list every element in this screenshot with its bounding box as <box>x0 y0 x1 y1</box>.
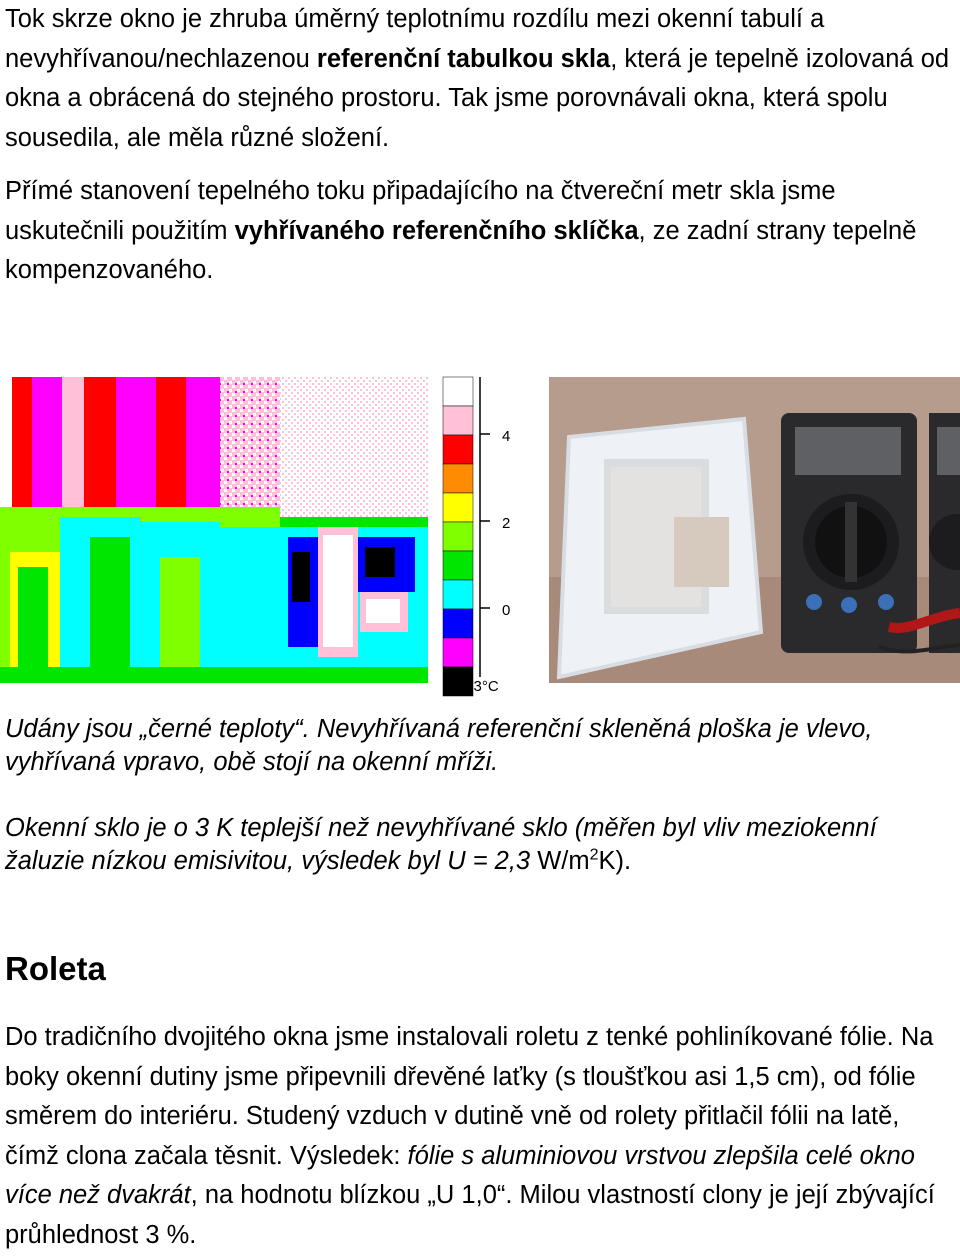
method-paragraph <box>5 172 950 291</box>
method-bold-term: vyhřívaného referenčního sklíčka <box>234 216 639 245</box>
roleta-italic-result: fólie s aluminiovou vrstvou zlepšila celé okno více než dvakrát <box>5 1141 915 1209</box>
thermal-image <box>0 377 428 683</box>
intro-bold-term: referenční tabulkou skla <box>316 44 611 73</box>
roleta-text-2: , na hodnotu blízkou „U 1,0“. Milou vlastností clony je její zbývající průhlednost 3 %. <box>5 1181 935 1249</box>
result-unit-end: K). <box>598 847 632 875</box>
scale-band <box>443 522 473 551</box>
result-unit: W/m <box>537 847 590 875</box>
method-text-1: Přímé stanovení tepelného toku připadajícího na čtvereční metr skla jsme uskutečnili použitím <box>5 177 836 245</box>
section-heading: Roleta <box>5 950 106 987</box>
scale-band <box>443 638 473 667</box>
method-text-2: , ze zadní strany tepelně kompenzovaného. <box>5 216 917 284</box>
scale-bands <box>443 377 473 696</box>
scale-unit-label: -1.3°C <box>456 678 499 695</box>
scale-band <box>443 609 473 638</box>
scale-band <box>443 377 473 406</box>
scale-band <box>443 493 473 522</box>
scale-band <box>443 551 473 580</box>
intro-text-1: Tok skrze okno je zhruba úměrný teplotnímu rozdílu mezi okenní tabulí a nevyhřívanou/nechlazenou <box>5 5 825 73</box>
scale-tick-0: 0 <box>502 602 511 619</box>
color-scale-graphic <box>440 377 530 695</box>
image-caption-text: Udány jsou „černé teploty“. Nevyhřívaná referenční skleněná ploška je vlevo, vyhřívaná vpravo, obě stojí na okenní mříži. <box>5 715 873 776</box>
result-note-text: Okenní sklo je o 3 K teplejší než nevyhřívané sklo (měřen byl vliv meziokenní žaluzie nízkou emisivitou, výsledek byl U = 2,3 <box>5 814 877 875</box>
scale-tick-2: 2 <box>502 515 511 532</box>
roleta-paragraph <box>5 1018 950 1255</box>
intro-paragraph <box>5 0 950 158</box>
thermal-image-graphic <box>0 377 428 683</box>
scale-band <box>443 580 473 609</box>
roleta-text-1: Do tradičního dvojitého okna jsme instalovali roletu z tenké pohliníkované fólie. Na boky okenní dutiny jsme připevnili dřevěné laťky (s tloušťkou asi 1,5 cm), od fólie směrem do interiéru. Studený vzduch v dutině vně od rolety přitlačil fólii na latě, čímž clona začala těsnit. Výsledek: <box>5 1023 934 1170</box>
scale-band <box>443 435 473 464</box>
result-unit-exponent: 2 <box>589 846 599 864</box>
reference-glass-photo <box>549 377 960 683</box>
intro-text-2: , která je tepelně izolovaná od okna a obrácená do stejného prostoru. Tak jsme porovnávali okna, která spolu sousedila, ale měla různé složení. <box>5 44 950 152</box>
photo-graphic <box>549 377 960 683</box>
temperature-color-scale <box>440 377 530 695</box>
scale-band <box>443 464 473 493</box>
image-caption <box>5 713 950 779</box>
result-note <box>5 812 950 878</box>
scale-tick-4: 4 <box>502 428 511 445</box>
scale-band <box>443 406 473 435</box>
